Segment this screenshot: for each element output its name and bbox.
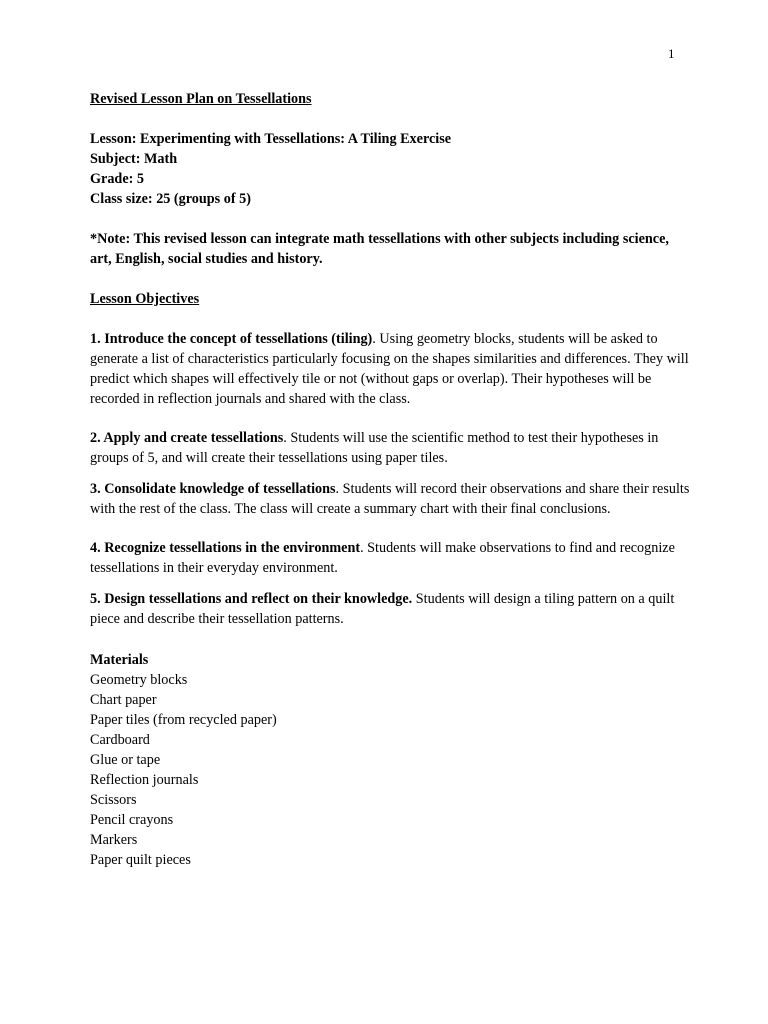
objective-2-title: 2. Apply and create tessellations xyxy=(90,430,284,446)
document-body xyxy=(90,89,690,870)
objective-1-title: 1. Introduce the concept of tessellations (tiling) xyxy=(90,331,373,347)
materials-list xyxy=(90,670,690,870)
materials-item: Cardboard xyxy=(90,732,150,748)
objective-4-text: . Students will make observations to find and recognize tessellations in their everyday environment. xyxy=(90,540,675,576)
materials-item: Paper quilt pieces xyxy=(90,852,191,868)
note-paragraph: *Note: This revised lesson can integrate math tessellations with other subjects including science, art, English, social studies and history. xyxy=(90,231,669,267)
objective-1 xyxy=(90,329,690,409)
materials-item: Glue or tape xyxy=(90,752,161,768)
lesson-info-class-size: Class size: 25 (groups of 5) xyxy=(90,191,251,207)
page-number: 1 xyxy=(668,46,675,61)
objective-5-title: 5. Design tessellations and reflect on their knowledge. xyxy=(90,591,413,607)
lesson-info xyxy=(90,129,690,209)
objective-5 xyxy=(90,589,690,629)
document-title: Revised Lesson Plan on Tessellations xyxy=(90,91,312,107)
lesson-info-lesson: Lesson: Experimenting with Tessellations: A Tiling Exercise xyxy=(90,131,452,147)
objective-3-title: 3. Consolidate knowledge of tessellations xyxy=(90,481,336,497)
objective-4 xyxy=(90,538,690,578)
objective-2-text: . Students will use the scientific method to test their hypotheses in groups of 5, and will create their tessellations using paper tiles. xyxy=(90,430,659,466)
materials-item: Reflection journals xyxy=(90,772,199,788)
materials-item: Pencil crayons xyxy=(90,812,174,828)
objective-2 xyxy=(90,428,690,468)
materials-item: Chart paper xyxy=(90,692,157,708)
objective-5-text: Students will design a tiling pattern on a quilt piece and describe their tessellation patterns. xyxy=(90,591,675,627)
objective-3 xyxy=(90,479,690,519)
materials-item: Paper tiles (from recycled paper) xyxy=(90,712,277,728)
objectives-heading: Lesson Objectives xyxy=(90,291,200,307)
materials-item: Markers xyxy=(90,832,138,848)
materials-item: Geometry blocks xyxy=(90,672,188,688)
lesson-info-subject: Subject: Math xyxy=(90,151,178,167)
objective-4-title: 4. Recognize tessellations in the environment xyxy=(90,540,361,556)
materials-item: Scissors xyxy=(90,792,137,808)
lesson-info-grade: Grade: 5 xyxy=(90,171,144,187)
materials-heading: Materials xyxy=(90,652,149,668)
objective-3-text: . Students will record their observations and share their results with the rest of the class. The class will create a summary chart with their final conclusions. xyxy=(90,481,690,517)
objective-1-text: . Using geometry blocks, students will be asked to generate a list of characteristics particularly focusing on the shapes similarities and differences. They will predict which shapes will effectively tile or not (without gaps or overlap). Their hypotheses will be recorded in reflection journals and shared with the class. xyxy=(90,331,689,407)
